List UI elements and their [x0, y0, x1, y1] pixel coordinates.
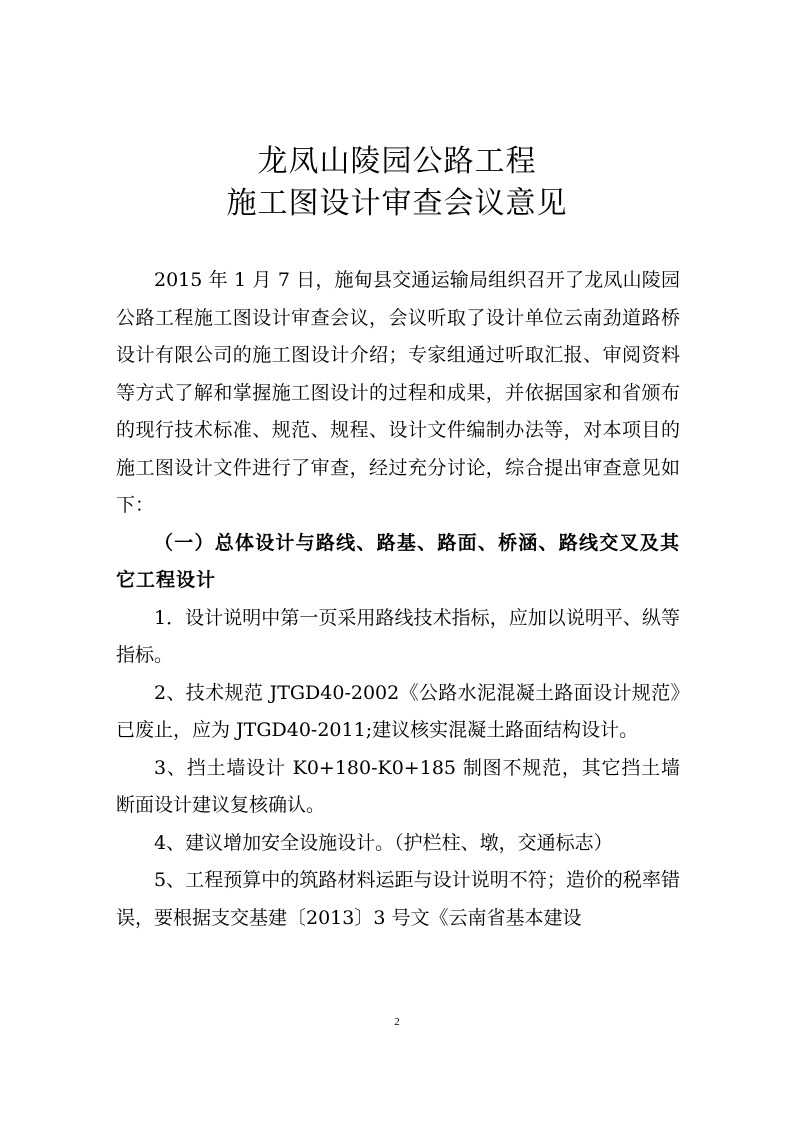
document-title-line-1: 龙凤山陵园公路工程: [257, 144, 537, 179]
opinion-item-2: 2、技术规范 JTGD40-2002《公路水泥混凝土路面设计规范》已废止，应为 JTGD40-2011;建议核实混凝土路面结构设计。: [116, 681, 680, 741]
document-body: [116, 262, 680, 937]
document-title-line-2: 施工图设计审查会议意见: [226, 186, 568, 221]
section-heading: （一）总体设计与路线、路基、路面、桥涵、路线交叉及其它工程设计: [116, 531, 680, 591]
opinion-item-5: 5、工程预算中的筑路材料运距与设计说明不符；造价的税率错误，要根据支交基建〔2013〕3 号文《云南省基本建设: [116, 869, 680, 929]
intro-paragraph: 2015 年 1 月 7 日，施甸县交通运输局组织召开了龙凤山陵园公路工程施工图设计审查会议，会议听取了设计单位云南劲道路桥设计有限公司的施工图设计介绍；专家组通过听取汇报、审阅资料等方式了解和掌握施工图设计的过程和成果，并依据国家和省颁布的现行技术标准、规范、规程、设计文件编制办法等，对本项目的施工图设计文件进行了审查，经过充分讨论，综合提出审查意见如下：: [116, 269, 680, 516]
opinion-item-3: 3、挡土墙设计 K0+180-K0+185 制图不规范，其它挡土墙断面设计建议复核确认。: [116, 756, 680, 816]
opinion-item-1: 1．设计说明中第一页采用路线技术指标，应加以说明平、纵等指标。: [116, 606, 680, 666]
page-number: 2: [394, 1016, 400, 1028]
opinion-item-4: 4、建议增加安全设施设计。（护栏柱、墩，交通标志）: [154, 831, 613, 854]
